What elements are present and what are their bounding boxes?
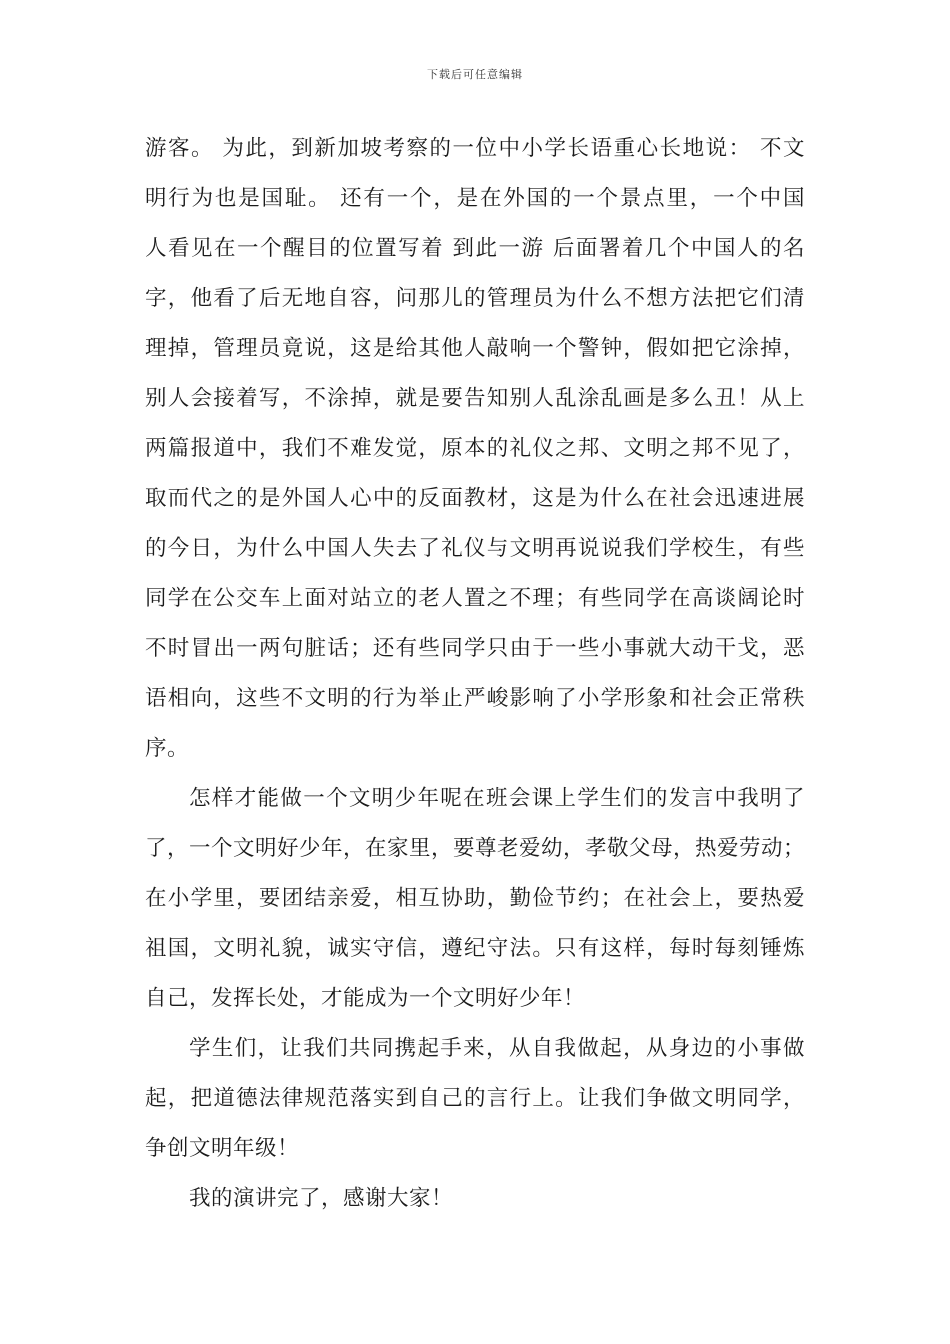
text-line: 字，他看了后无地自容，问那儿的管理员为什么不想方法把它们清 bbox=[145, 286, 805, 311]
paragraph bbox=[145, 774, 805, 1024]
text-line: 起，把道德法律规范落实到自己的言行上。让我们争做文明同学， bbox=[145, 1086, 805, 1111]
text-line: 别人会接着写，不涂掉，就是要告知别人乱涂乱画是多么丑！从上 bbox=[145, 386, 805, 411]
paragraph bbox=[145, 1174, 805, 1224]
text-line: 明行为也是国耻。 还有一个，是在外国的一个景点里，一个中国 bbox=[145, 186, 805, 211]
paragraph bbox=[145, 124, 805, 774]
text-line: 我的演讲完了，感谢大家！ bbox=[189, 1186, 454, 1211]
text-line: 自己，发挥长处，才能成为一个文明好少年！ bbox=[145, 986, 586, 1011]
text-line: 语相向，这些不文明的行为举止严峻影响了小学形象和社会正常秩 bbox=[145, 686, 805, 711]
text-line: 祖国，文明礼貌，诚实守信，遵纪守法。只有这样，每时每刻锤炼 bbox=[145, 936, 805, 961]
page-header-note: 下载后可任意编辑 bbox=[427, 68, 523, 81]
text-line: 序。 bbox=[145, 736, 190, 761]
text-line: 同学在公交车上面对站立的老人置之不理；有些同学在高谈阔论时 bbox=[145, 586, 805, 611]
text-line: 在小学里，要团结亲爱，相互协助，勤俭节约；在社会上，要热爱 bbox=[145, 886, 805, 911]
text-line: 不时冒出一两句脏话；还有些同学只由于一些小事就大动干戈，恶 bbox=[145, 636, 805, 661]
text-line: 人看见在一个醒目的位置写着 到此一游 后面署着几个中国人的名 bbox=[145, 236, 805, 261]
text-line: 的今日，为什么中国人失去了礼仪与文明再说说我们学校生，有些 bbox=[145, 536, 805, 561]
text-line: 游客。 为此，到新加坡考察的一位中小学长语重心长地说： 不文 bbox=[145, 136, 805, 161]
text-line: 理掉，管理员竟说，这是给其他人敲响一个警钟，假如把它涂掉， bbox=[145, 336, 805, 361]
paragraph bbox=[145, 1024, 805, 1174]
text-line: 争创文明年级！ bbox=[145, 1136, 300, 1161]
text-line: 怎样才能做一个文明少年呢在班会课上学生们的发言中我明了 bbox=[189, 786, 805, 811]
document-body bbox=[145, 124, 805, 1224]
text-line: 学生们，让我们共同携起手来，从自我做起，从身边的小事做 bbox=[189, 1036, 805, 1061]
text-line: 取而代之的是外国人心中的反面教材，这是为什么在社会迅速进展 bbox=[145, 486, 805, 511]
text-line: 了，一个文明好少年，在家里，要尊老爱幼，孝敬父母，热爱劳动； bbox=[145, 836, 806, 861]
text-line: 两篇报道中，我们不难发觉，原本的礼仪之邦、文明之邦不见了， bbox=[145, 436, 805, 461]
